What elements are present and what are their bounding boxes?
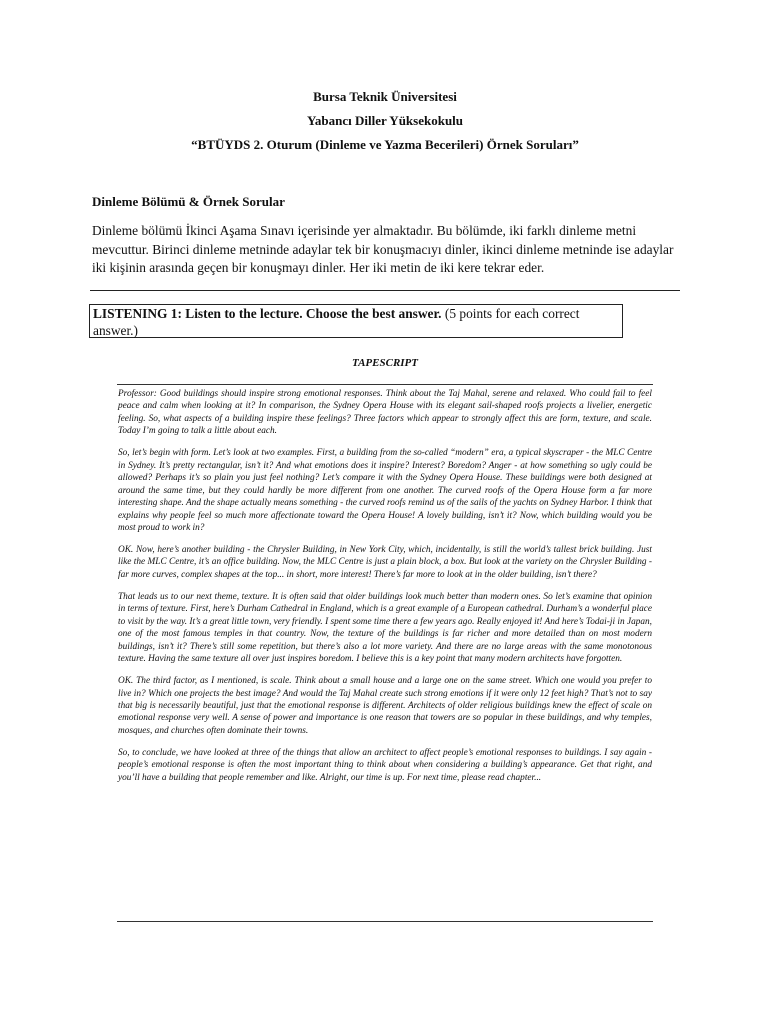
task-instruction-bold: LISTENING 1: Listen to the lecture. Choose the best answer.	[93, 306, 442, 321]
university-name: Bursa Teknik Üniversitesi	[313, 89, 457, 104]
tapescript-top-rule	[117, 384, 653, 385]
document-title: “BTÜYDS 2. Oturum (Dinleme ve Yazma Becerileri) Örnek Soruları”	[191, 137, 579, 152]
tapescript-title: TAPESCRIPT	[351, 357, 419, 369]
tapescript-paragraph: OK. Now, here’s another building - the Chrysler Building, in New York City, which, incidentally, is still the world’s tallest brick building. Just like the MLC Centre, it’s an office building. Now, the MLC Centre is just a plain block, a box. But look at the variety on the Chrysler Building - far more curves, complex shapes at the top... in short, more interest! There’s far more to look at in the older building, isn’t there?	[118, 544, 652, 580]
school-name: Yabancı Diller Yüksekokulu	[306, 113, 464, 128]
tapescript-paragraph: So, let’s begin with form. Let’s look at two examples. First, a building from the so-called “modern” era, a typical skyscraper - the MLC Centre in Sydney. It’s pretty rectangular, isn’t it? And what emotions does it inspire? Interest? Boredom? Anger - at how something so ugly could be allowed? Perhaps it’s so plain you just feel nothing? Let’s compare it with the Sydney Opera House. These buildings were both designed at around the same time, but they could hardly be more different from one another. The curved roofs of the Opera House form a far more interesting shape. And the shape actually means something - the curved roofs remind us of the sails of the yachts on Sydney Harbor. I think that explains why people feel so much more affectionate toward the Opera House! A lovely building, isn’t it? Now, which building would you be most proud to work in?	[118, 448, 652, 534]
divider	[90, 290, 680, 291]
task-instruction-box	[89, 304, 623, 338]
section-title: Dinleme Bölümü & Örnek Sorular	[92, 194, 285, 209]
tapescript-paragraph: So, to conclude, we have looked at three of the things that allow an architect to affect people’s emotional responses to buildings. I say again - people’s emotional response is often the most important thing to think about when considering a building’s appearance. Get that right, and you’ll have a building that people remember and like. Alright, our time is up. For next time, please read chapter...	[118, 747, 652, 783]
tapescript-paragraph: Professor: Good buildings should inspire strong emotional responses. Think about the Taj Mahal, serene and relaxed. Who could fail to feel peace and calm when looking at it? In comparison, the Sydney Opera House with its elegant sail-shaped roofs projects a livelier, energetic feeling. So, what aspects of a building inspire these feelings? Three factors which appear to strongly affect this are form, texture, and scale. Today I’m going to talk a little about each.	[118, 389, 652, 437]
tapescript-paragraph: OK. The third factor, as I mentioned, is scale. Think about a small house and a large one on the same street. Which one would you prefer to live in? Which one projects the best image? And would the Taj Mahal create such strong emotions if it were only 12 feet high? That’s not to say that big is necessarily beautiful, just that the emotional response is different. Architects of older religious buildings knew the effect of scale on emotional response very well. A sense of power and importance is one reason that towers are so popular in these buildings, and why temples, mosques, and churches often dominate their towns.	[118, 676, 652, 736]
tapescript-bottom-rule	[117, 921, 653, 922]
section-intro: Dinleme bölümü İkinci Aşama Sınavı içerisinde yer almaktadır. Bu bölümde, iki farklı dinleme metni mevcuttur. Birinci dinleme metninde adaylar tek bir konuşmacıyı dinler, ikinci dinleme metninde ise adaylar iki kişinin arasında geçen bir konuşmayı dinler. Her iki metin de iki kere tekrar eder.	[92, 223, 674, 276]
tapescript-body	[118, 388, 652, 794]
tapescript-paragraph: That leads us to our next theme, texture. It is often said that older buildings look much better than modern ones. So let’s examine that opinion in terms of texture. First, here’s Durham Cathedral in England, which is a great example of a European cathedral. Durham’s a wonderful place to visit by the way. It’s a great little town, very friendly. I spent some time there a few years ago. Really enjoyed it! And here’s Todai-ji in Japan, one of the most famous temples in that country. Now, the texture of the buildings is far richer and more detailed than on most modern buildings, isn’t it? There’s still some repetition, but there’s also a lot more variety. And there are no large areas with the same monotonous texture. Having the same texture all over just inspires boredom. I believe this is a key point that many modern architects have forgotten.	[118, 591, 653, 665]
task-instruction-points: (5 points for each correct answer.)	[93, 306, 580, 338]
